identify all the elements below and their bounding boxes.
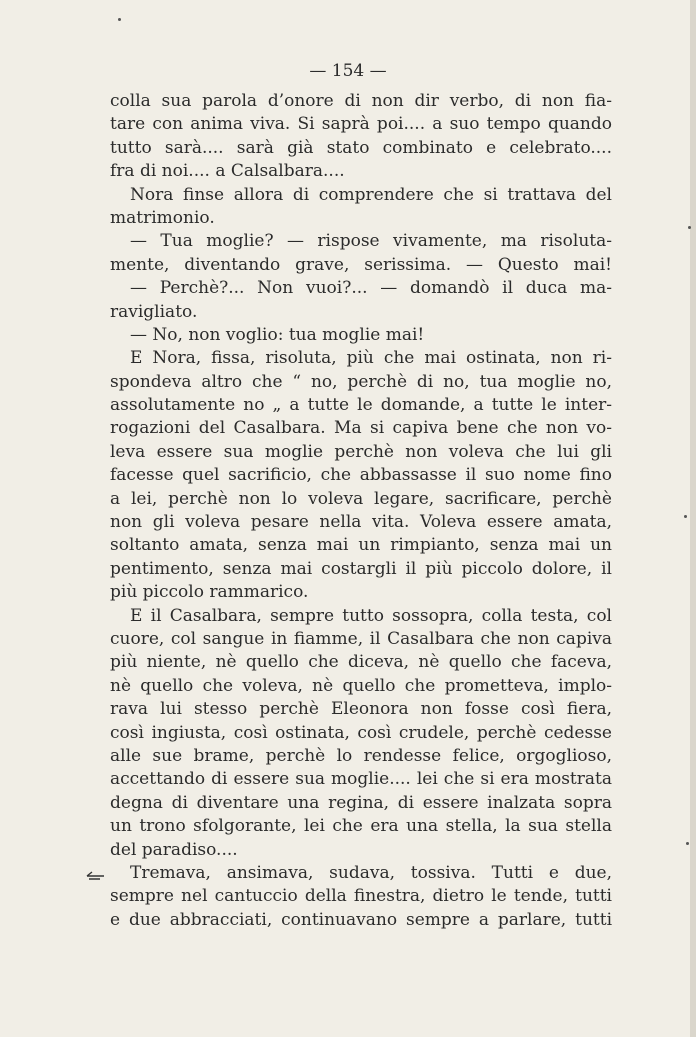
text-line: sempre nel cantuccio della finestra, dietro le tende, tutti [110,886,612,907]
text-line: degna di diventare una regina, di essere inalzata sopra [110,792,612,813]
text-line: così ingiusta, così ostinata, così crudele, perchè cedesse [110,722,612,743]
text-line: colla sua parola d’onore di non dir verbo, di non fia- [110,91,612,111]
text-line: — Tua moglie? — rispose vivamente, ma risoluta- [130,231,612,252]
text-line: non gli voleva pesare nella vita. Voleva essere amata, [110,512,612,533]
text-line: cuore, col sangue in fiamme, il Casalbara che non capiva [110,628,612,649]
text-line: più piccolo rammarico. [110,582,309,603]
page-number: — 154 — [309,61,387,81]
text-line: un trono sfolgorante, lei che era una stella, la sua stella [110,816,612,837]
text-line: del paradiso.... [110,839,238,860]
text-line: nè quello che voleva, nè quello che prometteva, implo- [110,675,612,696]
text-line: ravigliato. [110,301,198,322]
page-edge-shadow [690,0,696,1037]
ink-speck [684,515,687,518]
text-line: — Perchè?... Non vuoi?... — domandò il duca ma- [130,278,612,299]
text-line: accettando di essere sua moglie.... lei che si era mostrata [110,769,612,790]
ink-speck [686,842,689,845]
text-line: spondeva altro che “ no, perchè di no, tua moglie no, [110,371,612,392]
text-line: rava lui stesso perchè Eleonora non fosse così fiera, [110,699,612,720]
text-line: tare con anima viva. Si saprà poi.... a suo tempo quando [110,114,612,135]
text-line: E Nora, fissa, risoluta, più che mai ostinata, non ri- [130,348,612,369]
text-line: tutto sarà.... sarà già stato combinato e celebrato.... [110,137,612,158]
margin-arrow-mark [86,870,106,882]
text-line: rogazioni del Casalbara. Ma si capiva bene che non vo- [110,418,612,439]
text-line: E il Casalbara, sempre tutto sossopra, colla testa, col [130,605,612,626]
text-line: Tremava, ansimava, sudava, tossiva. Tutti e due, [130,862,612,883]
text-line: alle sue brame, perchè lo rendesse felice, orgoglioso, [110,745,612,766]
text-line: — No, non voglio: tua moglie mai! [130,324,425,345]
text-line: a lei, perchè non lo voleva legare, sacrificare, perchè [110,488,612,509]
body-text [110,90,612,932]
text-line: leva essere sua moglie perchè non voleva che lui gli [110,441,612,462]
ink-speck [118,18,121,21]
text-line: e due abbracciati, continuavano sempre a parlare, tutti [110,909,612,930]
text-line: matrimonio. [110,207,215,228]
text-line: fra di noi.... a Calsalbara.... [110,161,345,182]
text-line: pentimento, senza mai costargli il più piccolo dolore, il [110,558,612,579]
text-line: facesse quel sacrificio, che abbassasse il suo nome fino [110,465,612,486]
ink-speck [688,226,691,229]
text-line: più niente, nè quello che diceva, nè quello che faceva, [110,652,612,673]
text-line: Nora finse allora di comprendere che si trattava del [130,184,612,205]
text-line: mente, diventando grave, serissima. — Questo mai! [110,254,612,275]
text-line: soltanto amata, senza mai un rimpianto, senza mai un [110,535,612,556]
text-line: assolutamente no „ a tutte le domande, a tutte le inter- [110,395,612,416]
